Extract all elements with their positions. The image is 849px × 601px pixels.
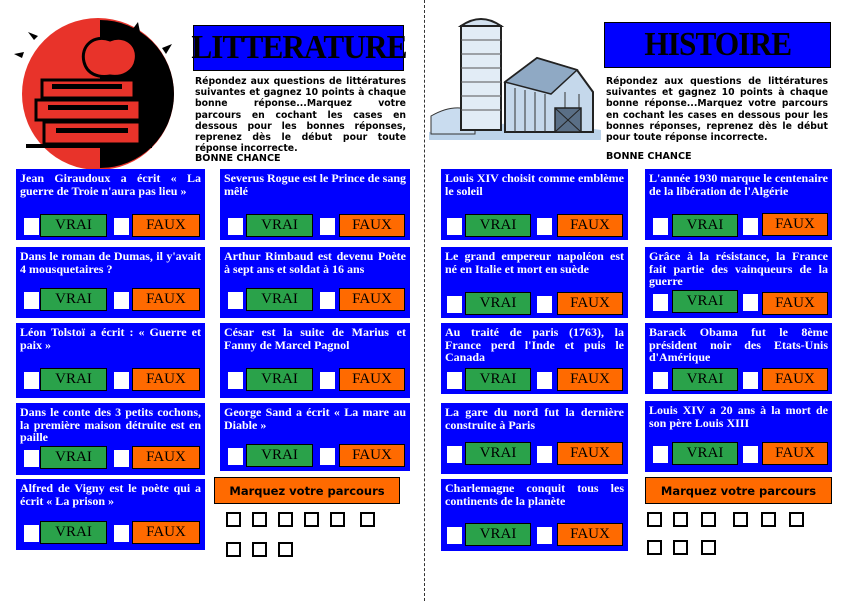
false-button[interactable]: FAUX xyxy=(557,214,623,237)
true-checkbox[interactable] xyxy=(24,525,39,542)
false-checkbox[interactable] xyxy=(537,527,552,544)
question-card xyxy=(220,169,410,240)
false-button[interactable]: FAUX xyxy=(339,288,405,311)
progress-checkbox[interactable] xyxy=(226,542,241,557)
progress-checkbox[interactable] xyxy=(647,512,662,527)
true-button[interactable]: VRAI xyxy=(246,368,313,391)
progress-checkbox[interactable] xyxy=(647,540,662,555)
false-button[interactable]: FAUX xyxy=(762,442,828,465)
question-text: Barack Obama fut le 8ème président noir des Etats-Unis d'Amérique xyxy=(649,325,828,364)
false-checkbox[interactable] xyxy=(537,218,552,235)
question-text: Léon Tolstoï a écrit : « Guerre et paix » xyxy=(20,325,201,352)
true-button[interactable]: VRAI xyxy=(465,214,531,237)
true-button[interactable]: VRAI xyxy=(40,521,107,544)
question-text: George Sand a écrit « La mare au Diable » xyxy=(224,405,406,432)
true-checkbox[interactable] xyxy=(24,450,39,467)
question-card xyxy=(220,247,410,318)
true-button[interactable]: VRAI xyxy=(672,290,738,313)
progress-checkbox[interactable] xyxy=(360,512,375,527)
question-text: Louis XIV a 20 ans à la mort de son père Louis XIII xyxy=(649,403,828,430)
true-button[interactable]: VRAI xyxy=(672,214,738,237)
true-button[interactable]: VRAI xyxy=(246,214,313,237)
progress-checkbox[interactable] xyxy=(304,512,319,527)
progress-checkbox[interactable] xyxy=(330,512,345,527)
progress-checkbox[interactable] xyxy=(789,512,804,527)
false-button[interactable]: FAUX xyxy=(762,213,828,236)
question-card xyxy=(645,169,832,240)
false-button[interactable]: FAUX xyxy=(132,214,200,237)
false-checkbox[interactable] xyxy=(114,292,129,309)
false-button[interactable]: FAUX xyxy=(557,292,623,315)
false-checkbox[interactable] xyxy=(743,446,758,463)
intro-text-history: Répondez aux questions de littératures suivantes et gagnez 10 points à chaque bonne réponse...Marquez votre parcours en cochant les cases en dessous pour les bonnes réponses, reprenez dès le début pour toute réponse incorrecte. xyxy=(606,76,828,144)
true-button[interactable]: VRAI xyxy=(246,444,313,467)
true-checkbox[interactable] xyxy=(653,372,668,389)
true-checkbox[interactable] xyxy=(653,294,668,311)
question-card xyxy=(16,323,205,398)
progress-checkbox[interactable] xyxy=(701,540,716,555)
question-card xyxy=(16,403,205,475)
track-progress-label-literature: Marquez votre parcours xyxy=(214,477,400,504)
question-text: Charlemagne conquit tous les continents de la planète xyxy=(445,481,624,508)
false-checkbox[interactable] xyxy=(743,218,758,235)
question-text: César est la suite de Marius et Fanny de Marcel Pagnol xyxy=(224,325,406,352)
question-card xyxy=(220,403,410,471)
false-button[interactable]: FAUX xyxy=(132,368,200,391)
true-checkbox[interactable] xyxy=(228,372,243,389)
false-button[interactable]: FAUX xyxy=(132,288,200,311)
false-button[interactable]: FAUX xyxy=(557,368,623,391)
progress-checkbox[interactable] xyxy=(761,512,776,527)
false-checkbox[interactable] xyxy=(743,294,758,311)
false-checkbox[interactable] xyxy=(320,292,335,309)
question-text: Dans le conte des 3 petits cochons, la première maison détruite est en paille xyxy=(20,405,201,444)
progress-checkbox[interactable] xyxy=(278,512,293,527)
false-checkbox[interactable] xyxy=(743,372,758,389)
false-button[interactable]: FAUX xyxy=(132,446,200,469)
question-text: L'année 1930 marque le centenaire de la libération de l'Algérie xyxy=(649,171,828,198)
false-checkbox[interactable] xyxy=(320,372,335,389)
false-button[interactable]: FAUX xyxy=(339,368,405,391)
true-button[interactable]: VRAI xyxy=(40,446,107,469)
question-card xyxy=(16,169,205,240)
books-apple-icon xyxy=(12,18,190,170)
barn-silo-icon xyxy=(425,12,605,140)
true-checkbox[interactable] xyxy=(447,372,462,389)
true-checkbox[interactable] xyxy=(228,292,243,309)
good-luck-literature: BONNE CHANCE xyxy=(195,153,281,164)
false-checkbox[interactable] xyxy=(537,296,552,313)
question-card xyxy=(441,323,628,394)
true-checkbox[interactable] xyxy=(24,292,39,309)
question-card xyxy=(16,479,205,550)
true-button[interactable]: VRAI xyxy=(672,368,738,391)
track-progress-label-history: Marquez votre parcours xyxy=(645,477,832,504)
false-button[interactable]: FAUX xyxy=(339,214,405,237)
question-text: Au traité de paris (1763), la France perd l'Inde et puis le Canada xyxy=(445,325,624,364)
false-checkbox[interactable] xyxy=(114,450,129,467)
question-card xyxy=(441,479,628,551)
false-button[interactable]: FAUX xyxy=(557,442,623,465)
question-card xyxy=(441,169,628,240)
true-button[interactable]: VRAI xyxy=(465,368,531,391)
question-card xyxy=(441,247,628,318)
good-luck-history: BONNE CHANCE xyxy=(606,151,692,162)
true-button[interactable]: VRAI xyxy=(465,523,531,546)
false-button[interactable]: FAUX xyxy=(339,444,405,467)
true-checkbox[interactable] xyxy=(447,218,462,235)
true-checkbox[interactable] xyxy=(447,296,462,313)
false-checkbox[interactable] xyxy=(114,525,129,542)
intro-text-literature: Répondez aux questions de littératures suivantes et gagnez 10 points à chaque bonne réponse...Marquez votre parcours en cochant les cases en dessous pour les bonnes réponses, reprenez dès le début pour toute réponse incorrecte. xyxy=(195,76,406,155)
progress-checkbox[interactable] xyxy=(226,512,241,527)
true-checkbox[interactable] xyxy=(447,446,462,463)
false-checkbox[interactable] xyxy=(114,372,129,389)
false-checkbox[interactable] xyxy=(114,218,129,235)
false-button[interactable]: FAUX xyxy=(762,292,828,315)
question-text: Arthur Rimbaud est devenu Poète à sept ans et soldat à 16 ans xyxy=(224,249,406,276)
progress-checkbox[interactable] xyxy=(673,540,688,555)
question-text: Le grand empereur napoléon est né en Italie et mort en suède xyxy=(445,249,624,276)
false-button[interactable]: FAUX xyxy=(557,523,623,546)
true-checkbox[interactable] xyxy=(653,446,668,463)
question-text: Alfred de Vigny est le poète qui a écrit « La prison » xyxy=(20,481,201,508)
false-checkbox[interactable] xyxy=(537,446,552,463)
question-card xyxy=(220,323,410,398)
true-button[interactable]: VRAI xyxy=(246,288,313,311)
progress-checkbox[interactable] xyxy=(673,512,688,527)
true-button[interactable]: VRAI xyxy=(40,214,107,237)
question-card xyxy=(645,247,832,318)
question-text: La gare du nord fut la dernière construite à Paris xyxy=(445,405,624,432)
progress-checkbox[interactable] xyxy=(252,542,267,557)
true-button[interactable]: VRAI xyxy=(40,368,107,391)
progress-checkbox[interactable] xyxy=(278,542,293,557)
true-button[interactable]: VRAI xyxy=(672,442,738,465)
true-checkbox[interactable] xyxy=(24,218,39,235)
true-button[interactable]: VRAI xyxy=(465,442,531,465)
question-card xyxy=(645,323,832,394)
false-checkbox[interactable] xyxy=(320,218,335,235)
true-button[interactable]: VRAI xyxy=(465,292,531,315)
question-text: Dans le roman de Dumas, il y'avait 4 mousquetaires ? xyxy=(20,249,201,276)
progress-checkbox[interactable] xyxy=(733,512,748,527)
section-title-history: HISTOIRE xyxy=(604,22,831,68)
progress-checkbox[interactable] xyxy=(701,512,716,527)
true-checkbox[interactable] xyxy=(653,218,668,235)
question-card xyxy=(645,401,832,472)
false-button[interactable]: FAUX xyxy=(762,368,828,391)
question-card xyxy=(441,403,628,474)
false-checkbox[interactable] xyxy=(537,372,552,389)
true-checkbox[interactable] xyxy=(228,448,243,465)
true-checkbox[interactable] xyxy=(447,527,462,544)
true-checkbox[interactable] xyxy=(228,218,243,235)
true-checkbox[interactable] xyxy=(24,372,39,389)
progress-checkbox[interactable] xyxy=(252,512,267,527)
true-button[interactable]: VRAI xyxy=(40,288,107,311)
question-text: Louis XIV choisit comme emblème le soleil xyxy=(445,171,624,198)
false-button[interactable]: FAUX xyxy=(132,521,200,544)
question-text: Severus Rogue est le Prince de sang mêlé xyxy=(224,171,406,198)
false-checkbox[interactable] xyxy=(320,448,335,465)
question-card xyxy=(16,247,205,318)
question-text: Grâce à la résistance, la France fait partie des vainqueurs de la guerre xyxy=(649,249,828,288)
section-title-literature: LITTERATURE xyxy=(193,25,404,71)
question-text: Jean Giraudoux a écrit « La guerre de Troie n'aura pas lieu » xyxy=(20,171,201,198)
